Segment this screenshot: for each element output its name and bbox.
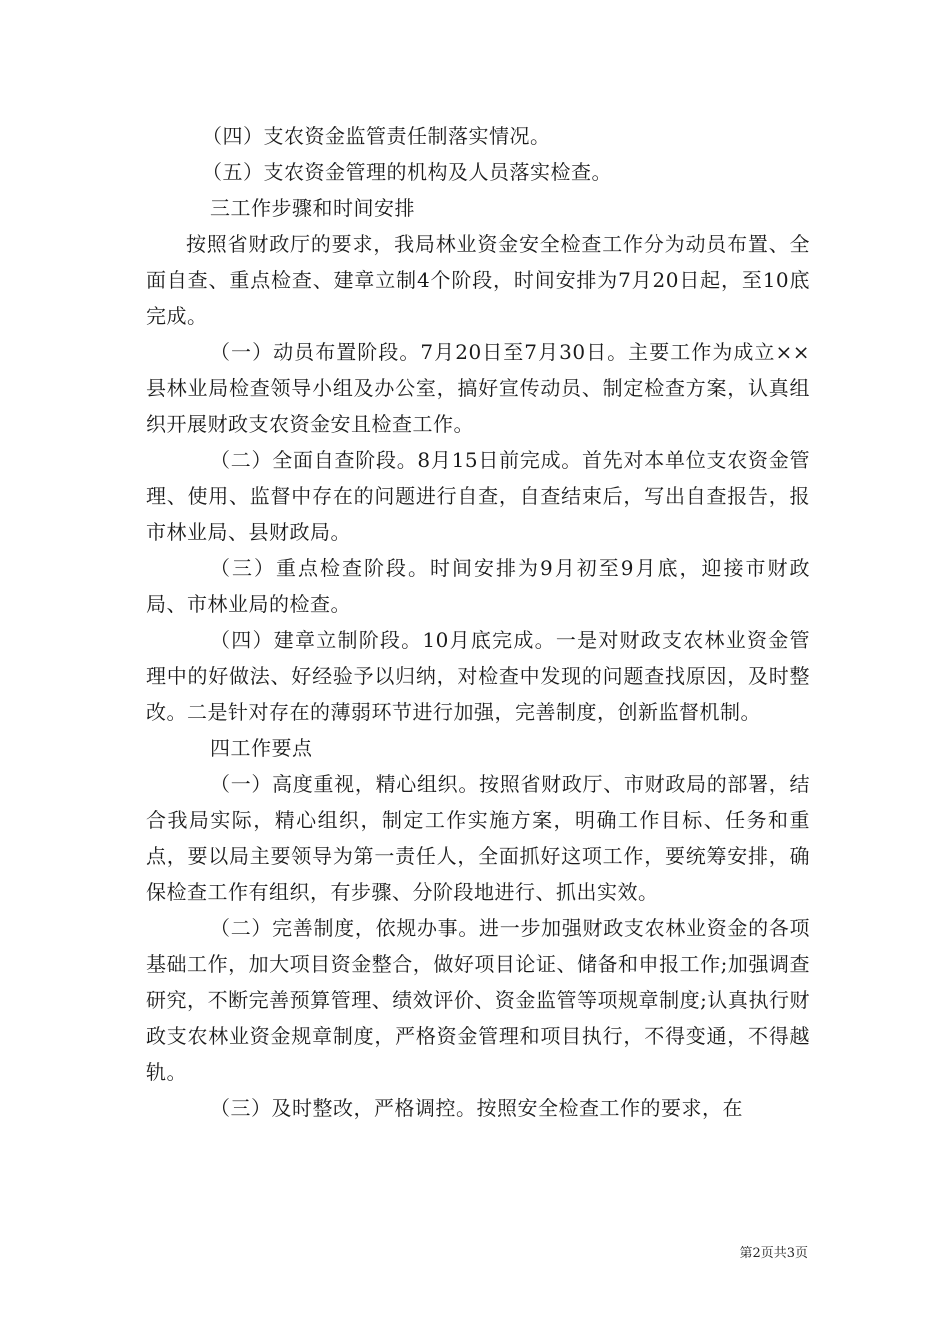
document-body xyxy=(146,118,810,1126)
paragraph-stage-key-inspection: （三）重点检查阶段。时间安排为9月初至9月底，迎接市财政局、市林业局的检查。 xyxy=(146,556,810,616)
paragraph-stage-rules: （四）建章立制阶段。10月底完成。一是对财政支农林业资金管理中的好做法、好经验予以归纳，对检查中发现的问题查找原因，及时整改。二是针对存在的薄弱环节进行加强，完善制度，创新监督机制。 xyxy=(146,628,810,724)
paragraph-stage-self-inspection: （二）全面自查阶段。8月15日前完成。首先对本单位支农资金管理、使用、监督中存在的问题进行自查，自查结束后，写出自查报告，报市林业局、县财政局。 xyxy=(146,448,810,544)
paragraph-point-organization: （一）高度重视，精心组织。按照省财政厅、市财政局的部署，结合我局实际，精心组织，制定工作实施方案，明确工作目标、任务和重点，要以局主要领导为第一责任人，全面抓好这项工作，要统筹安排，确保检查工作有组织，有步骤、分阶段地进行、抓出实效。 xyxy=(146,772,810,904)
paragraph-work-overview: 按照省财政厅的要求，我局林业资金安全检查工作分为动员布置、全面自查、重点检查、建章立制4个阶段，时间安排为7月20日起，至10底完成。 xyxy=(146,232,810,328)
paragraph-item-4-supervision: （四）支农资金监管责任制落实情况。 xyxy=(202,124,551,148)
paragraph-point-regulations: （二）完善制度，依规办事。进一步加强财政支农林业资金的各项基础工作，加大项目资金整合，做好项目论证、储备和申报工作;加强调查研究，不断完善预算管理、绩效评价、资金监管等项规章制度;认真执行财政支农林业资金规章制度，严格资金管理和项目执行，不得变通，不得越轨。 xyxy=(146,916,810,1084)
paragraph-stage-mobilization: （一）动员布置阶段。7月20日至7月30日。主要工作为成立××县林业局检查领导小组及办公室，搞好宣传动员、制定检查方案，认真组织开展财政支农资金安且检查工作。 xyxy=(146,340,810,436)
section-heading-work-steps: 三工作步骤和时间安排 xyxy=(210,196,415,220)
paragraph-item-5-institution: （五）支农资金管理的机构及人员落实检查。 xyxy=(202,160,612,184)
page-number: 第2页共3页 xyxy=(739,1246,808,1261)
paragraph-point-rectification: （三）及时整改，严格调控。按照安全检查工作的要求，在 xyxy=(210,1096,743,1120)
section-heading-key-points: 四工作要点 xyxy=(210,736,313,760)
